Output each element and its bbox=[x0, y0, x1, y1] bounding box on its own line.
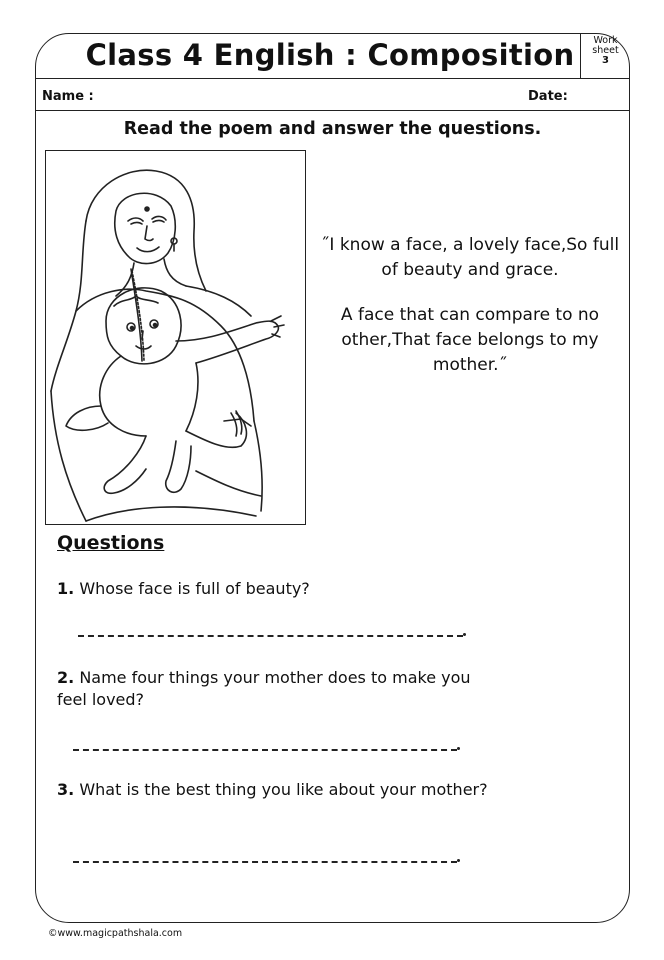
footer-copyright: ©www.magicpathshala.com bbox=[48, 928, 183, 939]
answer-line-2[interactable] bbox=[73, 749, 457, 751]
question-number: 1. bbox=[57, 579, 75, 598]
date-label: Date: bbox=[528, 89, 568, 104]
name-label: Name : bbox=[42, 89, 94, 104]
poem-text bbox=[320, 233, 620, 398]
question-text: Whose face is full of beauty? bbox=[79, 579, 310, 598]
instruction-text: Read the poem and answer the questions. bbox=[123, 119, 542, 139]
page-title: Class 4 English : Composition bbox=[85, 38, 575, 72]
question-number: 2. bbox=[57, 668, 75, 687]
worksheet-number: 3 bbox=[602, 55, 609, 66]
answer-line-3[interactable] bbox=[73, 861, 457, 863]
header-divider bbox=[35, 78, 630, 79]
poem-stanza-1: ˝I know a face, a lovely face,So full of beauty and grace. bbox=[320, 235, 620, 280]
name-row-divider bbox=[35, 110, 630, 111]
worksheet-number-box bbox=[580, 33, 630, 78]
question-1 bbox=[57, 578, 477, 600]
poem-stanza-2: A face that can compare to no other,That face belongs to my mother.˝ bbox=[340, 305, 600, 375]
worksheet-label-line2: sheet bbox=[592, 45, 619, 56]
question-2 bbox=[57, 667, 477, 711]
questions-heading: Questions bbox=[57, 532, 165, 554]
question-3 bbox=[57, 779, 597, 801]
answer-line-1[interactable] bbox=[78, 635, 463, 637]
answer-line-end-dot bbox=[457, 859, 460, 862]
mother-and-child-drawing-icon bbox=[45, 150, 306, 525]
worksheet-label-line1: Work bbox=[593, 35, 618, 46]
question-number: 3. bbox=[57, 780, 75, 799]
answer-line-end-dot bbox=[457, 747, 460, 750]
question-text: What is the best thing you like about your mother? bbox=[79, 780, 488, 799]
answer-line-end-dot bbox=[463, 633, 466, 636]
question-text: Name four things your mother does to make you feel loved? bbox=[57, 668, 471, 709]
